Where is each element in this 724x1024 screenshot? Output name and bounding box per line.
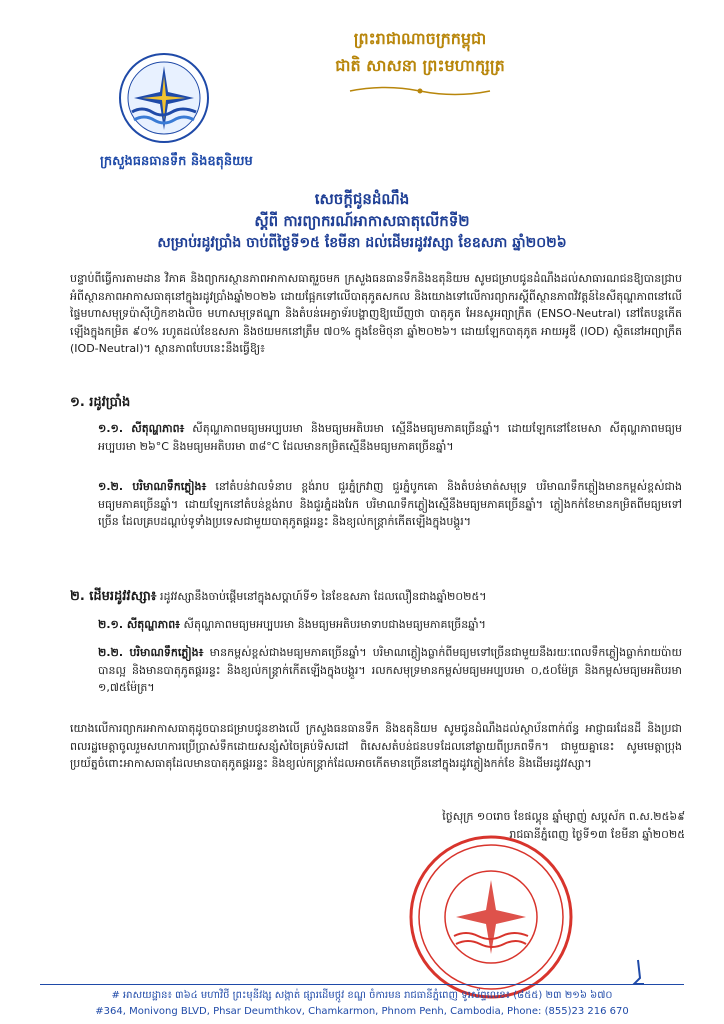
notice-title-block xyxy=(40,188,684,254)
section-1-1-label: ១.១. សីតុណ្ហភាព៖ xyxy=(98,422,185,435)
notice-title: សេចក្ដីជូនដំណឹង xyxy=(314,190,410,208)
footer-address-kh: # អាសយដ្ឋាន៖ ៣៦៤ មហាវិថី ព្រះមុនីវង្ស សង្កាត់ ផ្សារដើមថ្កូវ ខណ្ឌ ចំការមន រាជធានីភ្នំពេញ ទូរស័ព្ទលេខ៖ (៨៥៥) ២៣ ២១៦ ៦៧០ xyxy=(111,990,613,1001)
section-2-2-label: ២.២. បរិមាណទឹកភ្លៀង៖ xyxy=(98,646,204,659)
section-1-heading: ១. រដូវប្រាំង xyxy=(70,395,131,410)
notice-subject: ស្ដីពី ការព្យាករណ៍អាកាសធាតុលើកទី២ xyxy=(254,212,470,230)
footer-divider xyxy=(40,984,684,985)
section-2-text: រដូវវស្សានឹងចាប់ផ្ដើមនៅក្នុងសប្ដាហ៍ទី១ នៃខែឧសភា ដែលលឿនជាងឆ្នាំ២០២៥។ xyxy=(156,590,487,603)
date-lunar: ថ្ងៃសុក្រ ១០រោច ខែផល្គុន ឆ្នាំម្សាញ់ សប្តស័ក ព.ស.២៥៦៩ xyxy=(442,810,685,823)
footer xyxy=(40,988,684,1020)
section-2-1-text: សីតុណ្ហភាពមធ្យមអប្បបរមា និងមធ្យមអតិបរមាទាបជាងមធ្យមភាគច្រើនឆ្នាំ។ xyxy=(180,618,486,631)
section-1-2-label: ១.២. បរិមាណទឹកភ្លៀង៖ xyxy=(98,480,207,493)
intro-paragraph: បន្ទាប់ពីធ្វើការតាមដាន វិភាគ និងព្យាករស្ថានភាពអាកាសធាតុរួចមក ក្រសួងធនធានទឹកនិងឧតុនិយម សូមជម្រាបជូនដំណឹងដល់សាធារណជនឱ្យបានជ្រាបអំពីស្ថានភាពអាកាសធាតុនៅក្នុងរដូវប្រាំងឆ្នាំ២០២៦ ដោយផ្អែកទៅលើបាតុភូតសកល និងយោងទៅលើការព្យាករស្ដីពីស្ថានភាពវិវត្តន៍នៃសីតុណ្ហភាពនៅលើផ្ទៃមហាសមុទ្រប៉ាស៊ីហ្វិកខាងលិច មហាសមុទ្រឥណ្ឌា និងតំបន់អេក្វាទ័របង្ហាញឱ្យឃើញថា បាតុភូត អែនសូអព្យាក្រឹត (ENSO-Neutral) នៅតែបន្តកើតឡើងក្នុងកម្រិត ៩០% រហូតដល់ខែឧសភា និងថយមកនៅត្រឹម ៧០% ក្នុងខែមិថុនា ឆ្នាំ២០២៦។ ដោយឡែកបាតុភូត អាយអូឌី (IOD) ស្ថិតនៅអព្យាក្រឹត (IOD-Neutral)។ ស្ថានភាពបែបនេះនឹងធ្វើឱ្យ៖ xyxy=(70,272,682,355)
section-2-1 xyxy=(98,616,682,634)
ministry-name: ក្រសួងធនធានទឹក និងឧតុនិយម xyxy=(100,154,253,169)
section-1-2-text: នៅតំបន់វាលទំនាប ខ្ពង់រាប ជួរភ្នំក្រវាញ ជួរភ្នំបូកគោ និងតំបន់មាត់សមុទ្រ បរិមាណទឹកភ្លៀងមានកម្ពស់ខ្ពស់ជាងមធ្យមភាគច្រើនឆ្នាំ។ ដោយឡែកនៅតំបន់ខ្ពង់រាប និងជួរភ្នំដងរែក បរិមាណទឹកភ្លៀងស្មើនឹងមធ្យមភាគច្រើនឆ្នាំ។ ភ្លៀងកក់ខែមានកម្រិតពីមធ្យមទៅច្រើន ដែលគ្របដណ្ដប់ទូទាំងប្រទេសជាមួយបាតុភូតផ្គររន្ទះ និងខ្យល់កន្ត្រាក់កើតឡើងក្នុងបង្គួរ។ xyxy=(98,480,683,528)
kingdom-title: ព្រះរាជាណាចក្រកម្ពុជា xyxy=(353,29,487,48)
notice-period: សម្រាប់រដូវប្រាំង ចាប់ពីថ្ងៃទី១៥ ខែមីនា ដល់ដើមរដូវវស្សា ខែឧសភា ឆ្នាំ២០២៦ xyxy=(157,235,567,251)
section-2-2 xyxy=(98,644,682,697)
section-2-1-label: ២.១. សីតុណ្ហភាព៖ xyxy=(98,618,181,631)
official-seal-icon xyxy=(406,832,576,1002)
section-1-2 xyxy=(98,478,682,531)
closing-paragraph: យោងលើការព្យាករអាកាសធាតុដូចបានជម្រាបជូនខាងលើ ក្រសួងធនធានទឹក និងឧតុនិយម សូមជូនដំណឹងដល់ស្ថាប័នពាក់ព័ន្ធ អាជ្ញាធរដែនដី និងប្រជាពលរដ្ឋមេត្តាចូលរួមសហការប្រើប្រាស់ទឹកដោយសន្សំសំចៃគ្រប់ទិសដៅ ពិសេសតំបន់ជនបទដែលនៅឆ្ងាយពីប្រភពទឹក។ ជាមួយគ្នានេះ សូមមេត្តាប្រុងប្រយ័ត្នចំពោះអាកាសធាតុដែលមានបាតុភូតផ្គររន្ទះ និងខ្យល់កន្ត្រាក់ដែលអាចកើតមានច្រើននៅក្នុងរដូវភ្លៀងកក់ខែ និងដើមរដូវវស្សា។ xyxy=(70,722,682,770)
signature-mark-icon xyxy=(628,958,648,986)
ministry-logo-icon xyxy=(118,52,210,144)
national-motto: ជាតិ សាសនា ព្រះមហាក្សត្រ xyxy=(335,56,505,75)
footer-address-en: #364, Monivong BLVD, Phsar Deumthkov, Chamkarmon, Phnom Penh, Cambodia, Phone: (855)23 216 670 xyxy=(95,1006,629,1017)
section-2-2-text: មានកម្ពស់ខ្ពស់ជាងមធ្យមភាគច្រើនឆ្នាំ។ បរិមាណភ្លៀងធ្លាក់ពីមធ្យមទៅច្រើនជាមួយនឹងរយៈពេលទឹកភ្លៀងធ្លាក់រាយប៉ាយបានល្អ និងមានបាតុភូតផ្គររន្ទះ និងខ្យល់កន្ត្រាក់កើតឡើងក្នុងបង្គួរ។ រលកសមុទ្រមានកម្ពស់មធ្យមអប្បបរមា ០,៥០ម៉ែត្រ និងកម្ពស់មធ្យមអតិបរមា ១,៧៥ម៉ែត្រ។ xyxy=(98,646,682,694)
section-1-1 xyxy=(98,420,682,455)
section-2-heading: ២. ដើមរដូវវស្សា៖ xyxy=(70,589,157,604)
section-2 xyxy=(70,588,682,606)
section-1-1-text: សីតុណ្ហភាពមធ្យមអប្បបរមា និងមធ្យមអតិបរមា ស្មើនឹងមធ្យមភាគច្រើនឆ្នាំ។ ដោយឡែកនៅខែមេសា សីតុណ្ហភាពមធ្យមអប្បបរមា ២៦°C និងមធ្យមអតិបរមា ៣៨°C ដែលមានកម្រិតស្មើនឹងមធ្យមភាគច្រើនឆ្នាំ។ xyxy=(98,422,682,453)
ornament-divider-icon xyxy=(345,84,495,98)
date-solar: រាជធានីភ្នំពេញ ថ្ងៃទី១៣ ខែមីនា ឆ្នាំ២០២៥ xyxy=(509,828,685,841)
